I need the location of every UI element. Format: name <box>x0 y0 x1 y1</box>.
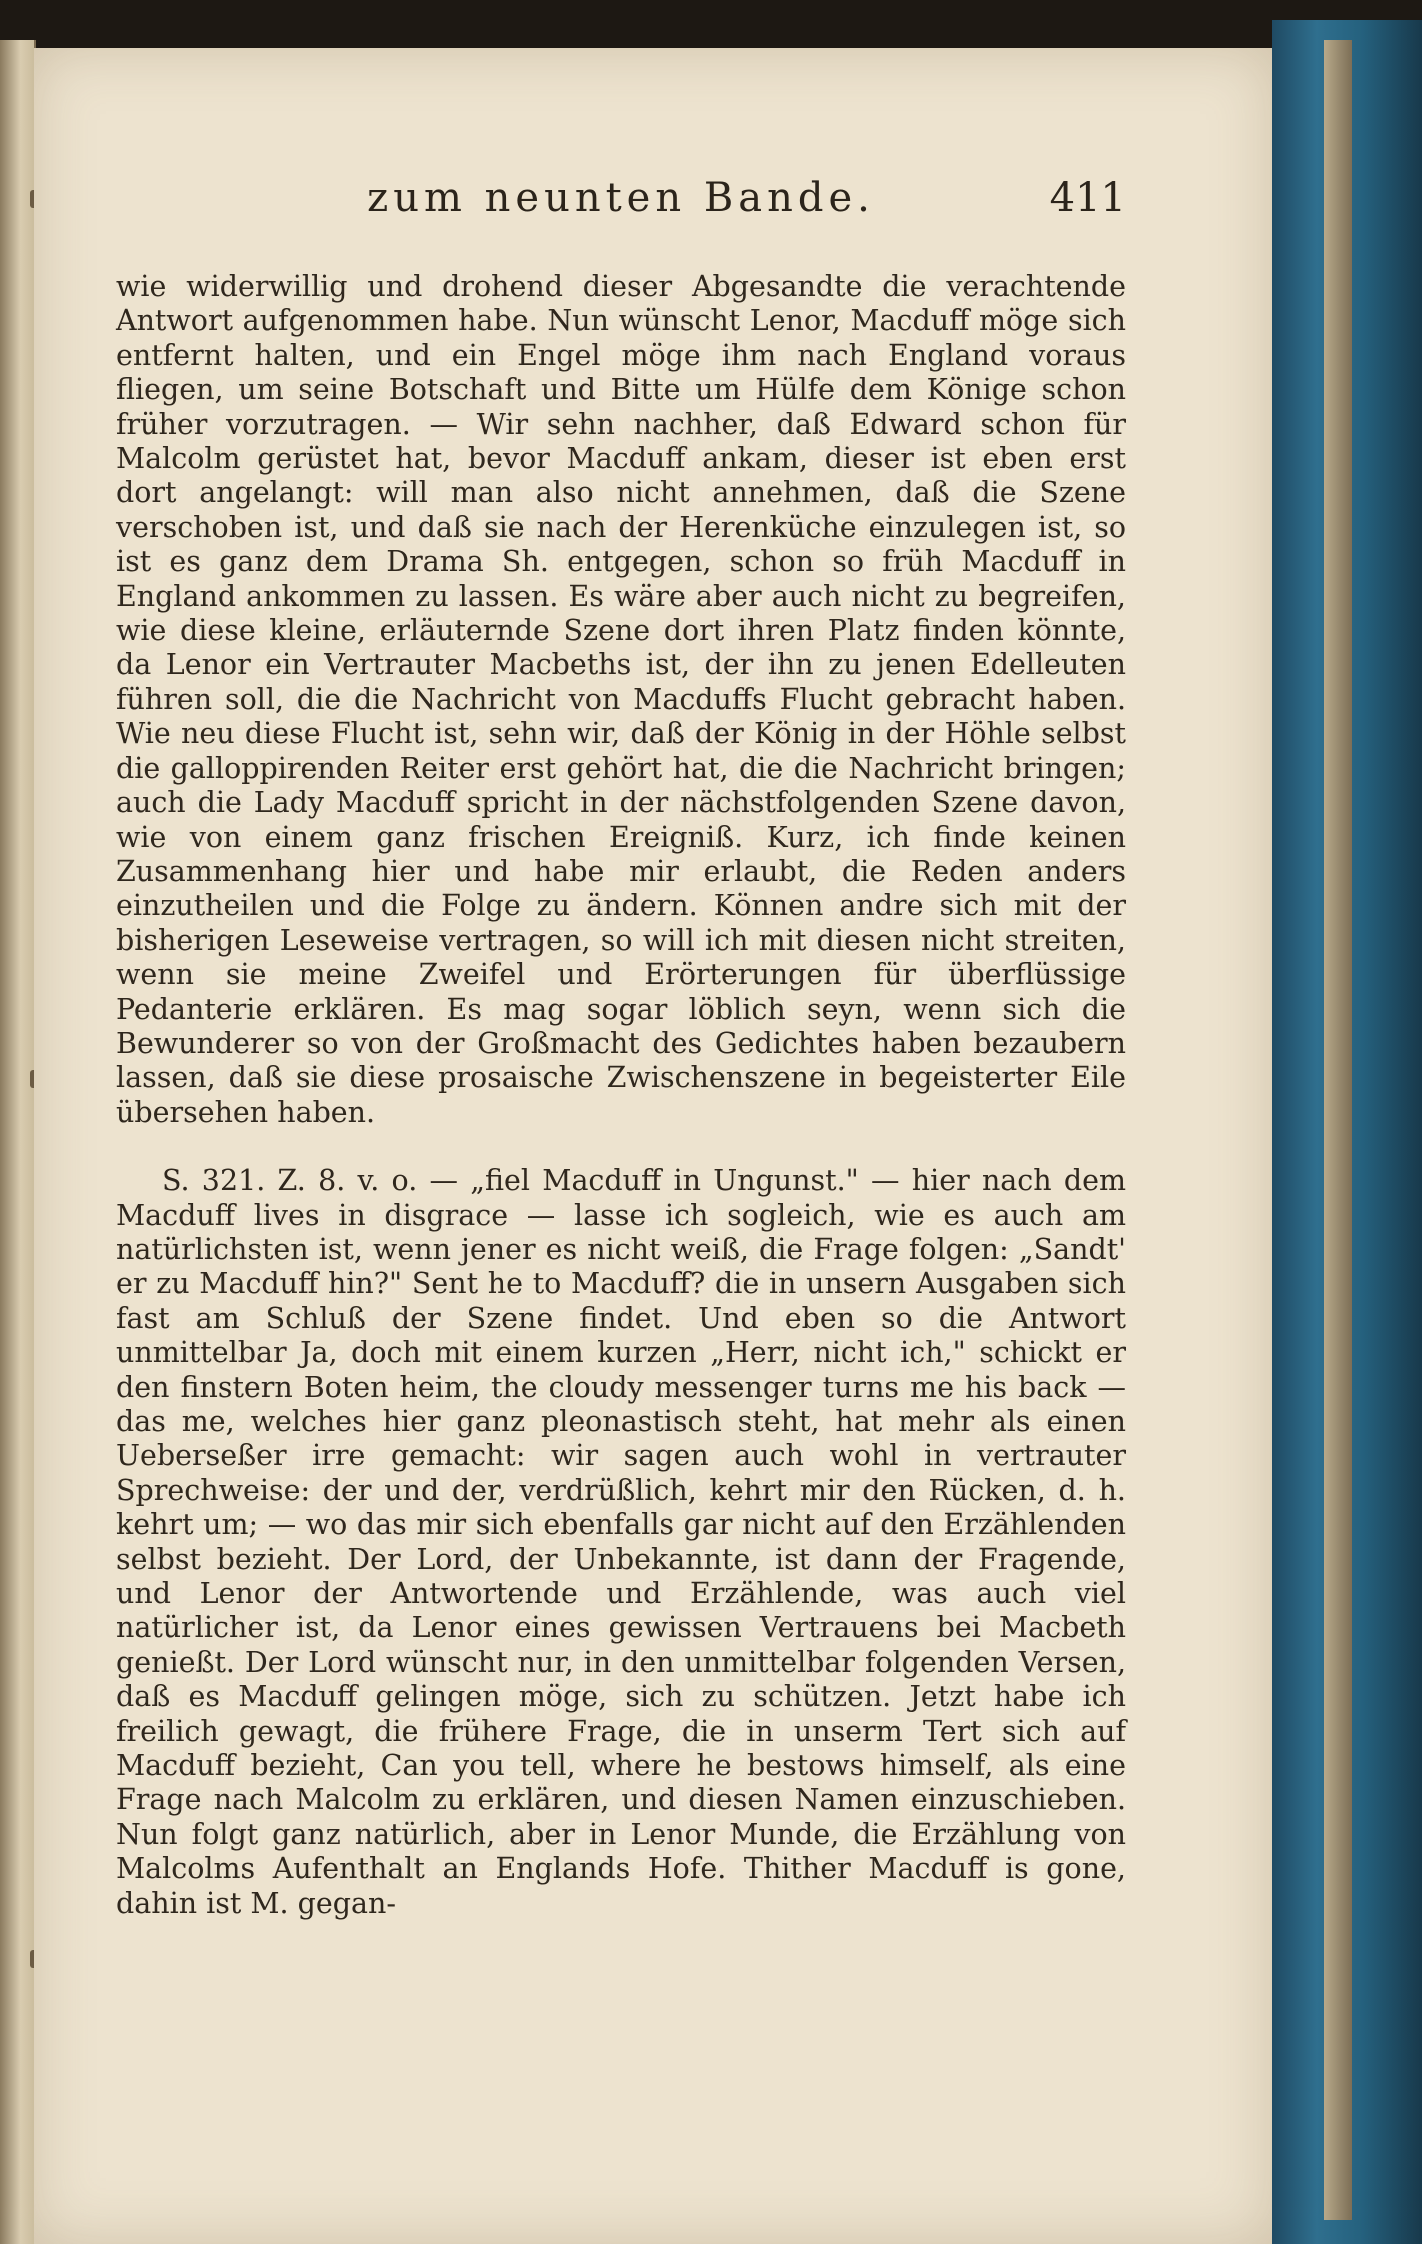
page-number: 411 <box>1049 175 1126 221</box>
running-title: zum neunten Bande. <box>367 175 875 221</box>
left-page-edge <box>0 40 36 2244</box>
page-header <box>116 175 1126 255</box>
book-spine-edge <box>1324 40 1352 2220</box>
page-body <box>116 270 1126 1921</box>
paragraph-2: S. 321. Z. 8. v. o. — „fiel Macduff in Ungunst." — hier nach dem Macduff lives in disgrace — lasse ich sogleich, wie es auch am natürlichsten ist, wenn jener es nicht weiß, die Frage folgen: „Sandt' er zu Macduff hin?" Sent he to Macduff? die in unsern Ausgaben sich fast am Schluß der Szene findet. Und eben so die Antwort unmittelbar Ja, doch mit einem kurzen „Herr, nicht ich," schickt er den finstern Boten heim, the cloudy messenger turns me his back — das me, welches hier ganz pleonastisch steht, hat mehr als einen Ueberseßer irre gemacht: wir sagen auch wohl in vertrauter Sprechweise: der und der, verdrüßlich, kehrt mir den Rücken, d. h. kehrt um; — wo das mir sich ebenfalls gar nicht auf den Erzählenden selbst bezieht. Der Lord, der Unbekannte, ist dann der Fragende, und Lenor der Antwortende und Erzählende, was auch viel natürlicher ist, da Lenor eines gewissen Vertrauens bei Macbeth genießt. Der Lord wünscht nur, in den unmittelbar folgenden Versen, daß es Macduff gelingen möge, sich zu schützen. Jetzt habe ich freilich gewagt, die frühere Frage, die in unserm Tert sich auf Macduff bezieht, Can you tell, where he bestows himself, als eine Frage nach Malcolm zu erklären, und diesen Namen einzuschieben. Nun folgt ganz natürlich, aber in Lenor Munde, die Erzählung von Malcolms Aufenthalt an Englands Hofe. Thither Macduff is gone, dahin ist M. gegan- <box>116 1164 1126 1920</box>
paragraph-1: wie widerwillig und drohend dieser Abgesandte die verachtende Antwort aufgenommen habe. Nun wünscht Lenor, Macduff möge sich entfernt halten, und ein Engel möge ihm nach England voraus fliegen, um seine Botschaft und Bitte um Hülfe dem Könige schon früher vorzutragen. — Wir sehn nachher, daß Edward schon für Malcolm gerüstet hat, bevor Macduff ankam, dieser ist eben erst dort angelangt: will man also nicht annehmen, daß die Szene verschoben ist, und daß sie nach der Herenküche einzulegen ist, so ist es ganz dem Drama Sh. entgegen, schon so früh Macduff in England ankommen zu lassen. Es wäre aber auch nicht zu begreifen, wie diese kleine, erläuternde Szene dort ihren Platz finden könnte, da Lenor ein Vertrauter Macbeths ist, der ihn zu jenen Edelleuten führen soll, die die Nachricht von Macduffs Flucht gebracht haben. Wie neu diese Flucht ist, sehn wir, daß der König in der Höhle selbst die galloppirenden Reiter erst gehört hat, die die Nachricht bringen; auch die Lady Macduff spricht in der nächstfolgenden Szene davon, wie von einem ganz frischen Ereigniß. Kurz, ich finde keinen Zusammenhang hier und habe mir erlaubt, die Reden anders einzutheilen und die Folge zu ändern. Können andre sich mit der bisherigen Leseweise vertragen, so will ich mit diesen nicht streiten, wenn sie meine Zweifel und Erörterungen für überflüssige Pedanterie erklären. Es mag sogar löblich seyn, wenn sich die Bewunderer so von der Großmacht des Gedichtes haben bezaubern lassen, daß sie diese prosaische Zwischenszene in begeisterter Eile übersehen haben. <box>116 270 1126 1129</box>
